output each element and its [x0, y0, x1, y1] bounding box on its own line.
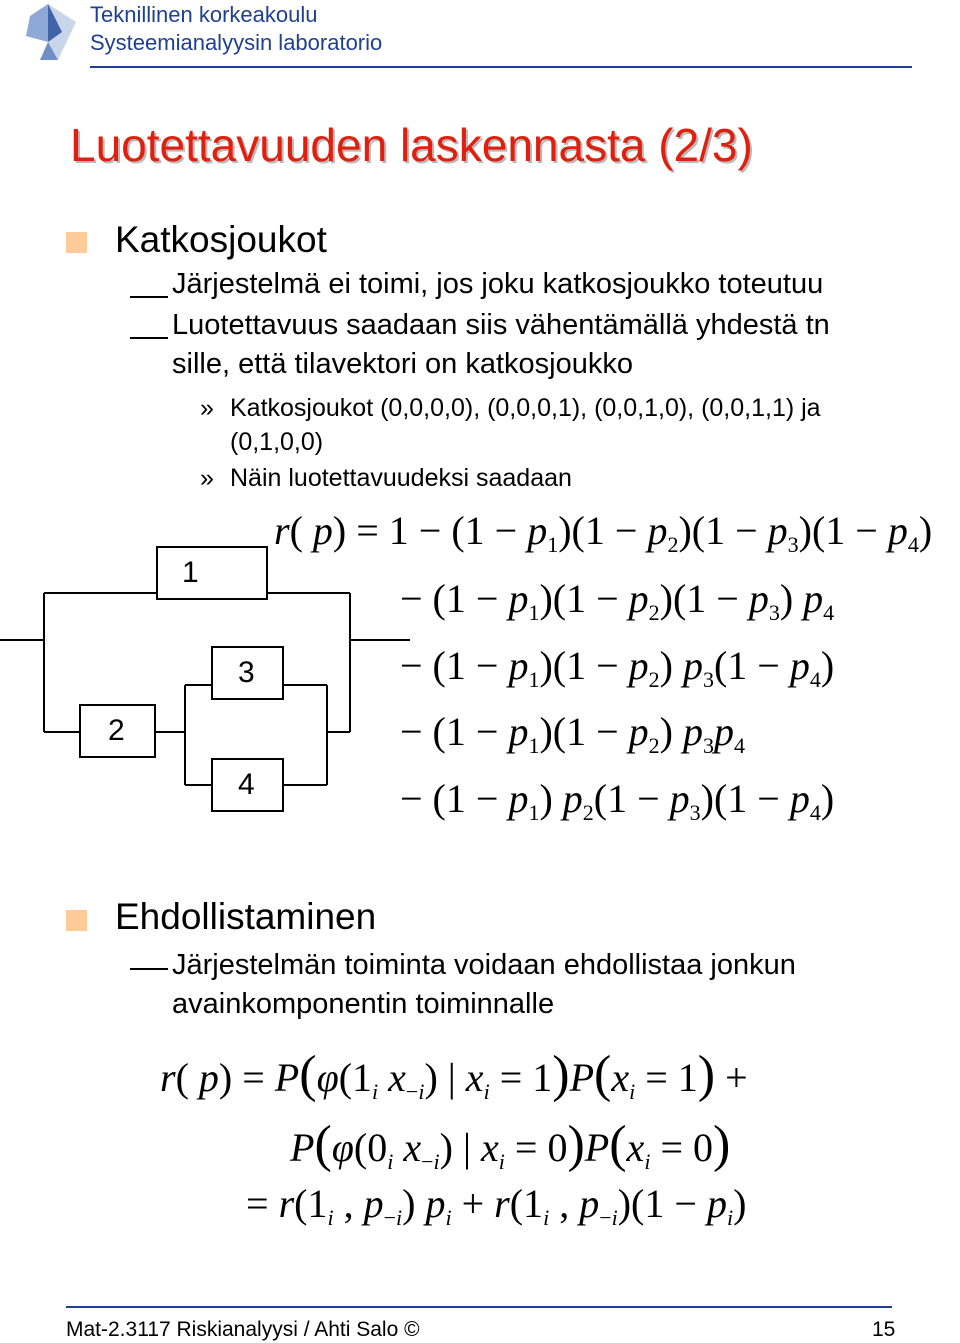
footer-rule	[66, 1306, 892, 1308]
list-item: Järjestelmän toiminta voidaan ehdollistaa jonkun	[172, 949, 796, 981]
conditioning-formula-line-2: $P(\varphi(0_i$ $x_{-i}$) | $x_i = 0)P(x_i = 0)$	[290, 1116, 731, 1174]
list-item-continuation: sille, että tilavektori on katkosjoukko	[172, 348, 633, 380]
sub-bullet-marker: »	[200, 394, 214, 422]
sub-list-item: Katkosjoukot (0,0,0,0), (0,0,0,1), (0,0,1,0), (0,0,1,1) ja	[230, 394, 821, 422]
page-title: Luotettavuuden laskennasta (2/3)	[70, 119, 753, 171]
conditioning-formula-line-1: r( $p) = P(\varphi(1_i$ $x_{-i}$) | $x_i = 1)P(x_i = 1)$ +	[160, 1046, 748, 1104]
lab-name: Systeemianalyysin laboratorio	[90, 30, 383, 55]
component-label-2: 2	[108, 714, 125, 747]
sub-list-item: Näin luotettavuudeksi saadaan	[230, 464, 572, 492]
org-name: Teknillinen korkeakoulu	[90, 2, 318, 27]
section-heading-ehdollistaminen: Ehdollistaminen	[115, 896, 377, 937]
list-item: Järjestelmä ei toimi, jos joku katkosjoukko toteutuu	[172, 268, 824, 300]
component-label-4: 4	[238, 768, 255, 801]
sub-bullet-marker: »	[200, 464, 214, 492]
footer-course: Mat-2.3117 Riskianalyysi / Ahti Salo ©	[66, 1318, 420, 1341]
conditioning-formula-line-3: = $r(1_i$ , $p_{-i}$) $p_i + r(1_i$ , $p_{-i})(1 - p_i)$	[246, 1181, 747, 1230]
page-number: 15	[872, 1318, 896, 1341]
formula-line-5: − $(1 - p_1)$ $p_2(1 - p_3)(1 - p_4)$	[400, 776, 835, 825]
section-heading-katkosjoukot: Katkosjoukot	[115, 219, 327, 260]
bullet-icon	[66, 910, 87, 931]
formula-line-2: − $(1 - p_1)(1 - p_2)(1 - p_3)$ $p_4$	[400, 576, 835, 625]
formula-line-4: − $(1 - p_1)(1 - p_2)$ $p_3p_4$	[400, 709, 745, 758]
sub-list-item-continuation: (0,1,0,0)	[230, 428, 324, 456]
list-item: Luotettavuus saadaan siis vähentämällä yhdestä tn	[172, 309, 830, 341]
formula-line-1: r( $p) = 1 - (1 - p_1)(1 - p_2)(1 - p_3)(1 - p_4)$	[274, 508, 933, 557]
list-item-continuation: avainkomponentin toiminnalle	[172, 988, 555, 1020]
component-box-1	[157, 547, 267, 599]
dash-marker	[130, 968, 168, 970]
formula-line-3: − $(1 - p_1)(1 - p_2)$ $p_3(1 - p_4)$	[400, 643, 835, 692]
component-label-1: 1	[182, 556, 199, 589]
component-label-3: 3	[238, 656, 255, 689]
